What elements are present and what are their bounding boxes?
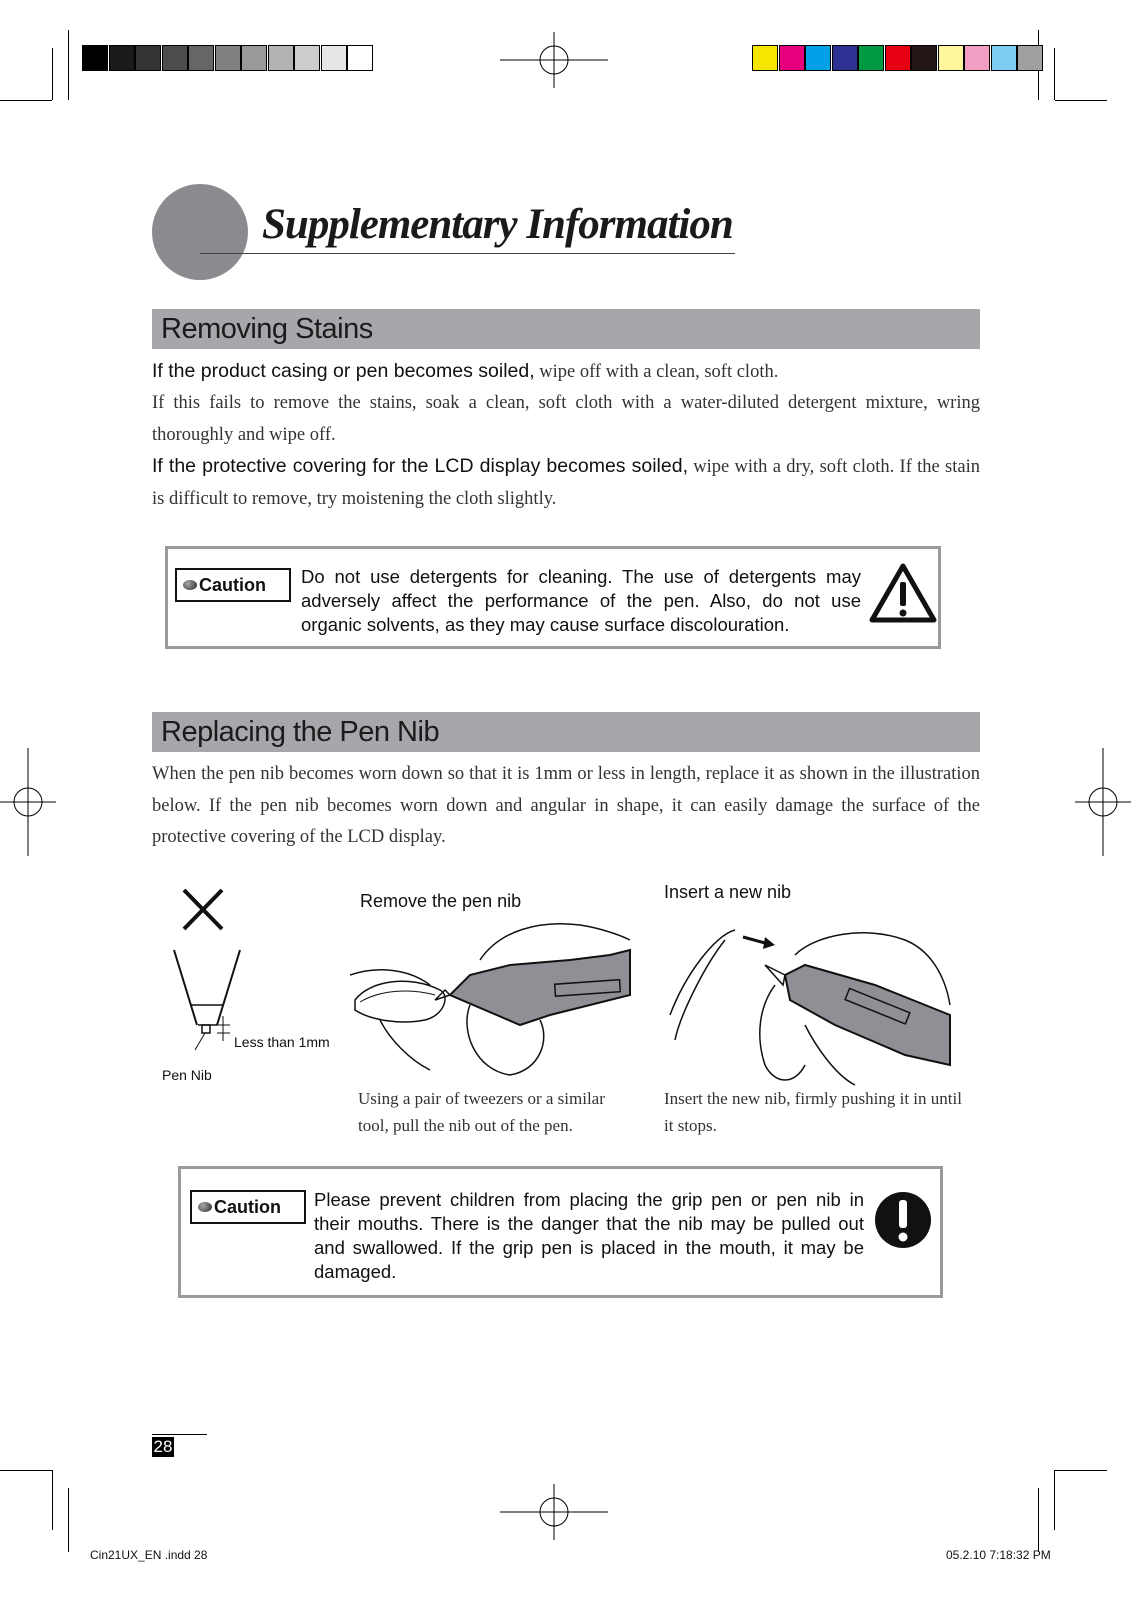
process-color-swatch — [752, 45, 778, 71]
paragraph-nib-worn: When the pen nib becomes worn down so that it is 1mm or less in length, replace it as shown in the illustration below. If the pen nib becomes worn down and angular in shape, it can easily damage the surface of the protective covering of the LCD display. — [152, 764, 980, 847]
remove-nib-title: Remove the pen nib — [360, 891, 522, 911]
grayscale-swatch — [294, 45, 320, 71]
slug-timestamp: 05.2.10 7:18:32 PM — [946, 1548, 1051, 1562]
worn-nib-diagram — [160, 885, 260, 1055]
caution-label: Caution — [214, 1196, 281, 1217]
paragraph-lcd-soiled — [152, 451, 980, 515]
exclamation-circle-icon — [874, 1191, 932, 1249]
insert-nib-illustration — [665, 915, 955, 1090]
process-color-swatch — [991, 45, 1017, 71]
caution-bulb-icon — [183, 580, 197, 590]
lead-text: If the protective covering for the LCD display becomes soiled, — [152, 455, 688, 477]
process-color-swatch — [805, 45, 831, 71]
warning-triangle-icon — [868, 562, 938, 624]
caution-box-children — [178, 1166, 943, 1298]
remove-nib-caption: Using a pair of tweezers or a similar tool, pull the nib out of the pen. — [358, 1089, 605, 1135]
section-heading-text: Removing Stains — [161, 313, 373, 345]
process-color-swatch — [964, 45, 990, 71]
paragraph-detergent-mixture: If this fails to remove the stains, soak a clean, soft cloth with a water-diluted detergent mixture, wring thoroughly and wipe off. — [152, 393, 980, 445]
registration-mark-left — [0, 748, 56, 856]
grayscale-swatch — [347, 45, 373, 71]
registration-mark-right — [1075, 748, 1131, 856]
grayscale-swatch — [162, 45, 188, 71]
process-color-swatch — [779, 45, 805, 71]
chapter-circle — [152, 184, 248, 280]
registration-mark-bottom — [500, 1484, 608, 1540]
paragraph-casing-soiled — [152, 356, 980, 389]
section-heading-replacing-nib — [152, 712, 980, 752]
process-color-swatch — [938, 45, 964, 71]
remove-nib-illustration — [350, 920, 640, 1085]
grayscale-swatch — [135, 45, 161, 71]
grayscale-swatch — [109, 45, 135, 71]
chapter-title-rule — [200, 253, 735, 254]
process-color-swatch — [858, 45, 884, 71]
lead-text: If the product casing or pen becomes soiled, — [152, 360, 535, 382]
body-text: wipe off with a clean, soft cloth. — [534, 362, 779, 382]
grayscale-swatch — [188, 45, 214, 71]
page-number: 28 — [153, 1437, 173, 1456]
pen-nib-label: Pen Nib — [162, 1067, 212, 1083]
process-color-swatch — [885, 45, 911, 71]
caution-text: Do not use detergents for cleaning. The use of detergents may adversely affect the performance of the pen. Also, do not use organic solvents, as they may cause surface discolouration. — [301, 566, 861, 635]
less-than-label: Less than 1mm — [234, 1034, 330, 1050]
insert-nib-caption: Insert the new nib, firmly pushing it in until it stops. — [664, 1089, 962, 1135]
section-heading-removing-stains — [152, 309, 980, 349]
insert-nib-title: Insert a new nib — [664, 882, 792, 902]
process-color-swatch — [832, 45, 858, 71]
caution-box-detergents — [165, 546, 941, 649]
caution-bulb-icon — [198, 1202, 212, 1212]
caution-tag — [190, 1190, 306, 1224]
grayscale-swatch — [268, 45, 294, 71]
process-color-swatch — [911, 45, 937, 71]
grayscale-swatch — [241, 45, 267, 71]
grayscale-swatch — [215, 45, 241, 71]
body-text: wipe with a dry, soft cloth. If the stain is difficult to remove, try moistening the cloth slightly. — [152, 457, 980, 509]
process-color-swatch — [1017, 45, 1043, 71]
caution-tag — [175, 568, 291, 602]
chapter-title: Supplementary Information — [262, 201, 733, 248]
section-heading-text: Replacing the Pen Nib — [161, 716, 440, 748]
caution-label: Caution — [199, 574, 266, 595]
registration-mark-top — [500, 32, 608, 88]
page-number-rule — [152, 1434, 207, 1435]
grayscale-swatch — [321, 45, 347, 71]
slug-file-info: Cin21UX_EN .indd 28 — [90, 1548, 208, 1562]
caution-text: Please prevent children from placing the grip pen or pen nib in their mouths. There is the danger that the nib may be pulled out and swallowed. If the grip pen is placed in the mouth, it may be damaged. — [314, 1189, 864, 1282]
grayscale-swatch — [82, 45, 108, 71]
